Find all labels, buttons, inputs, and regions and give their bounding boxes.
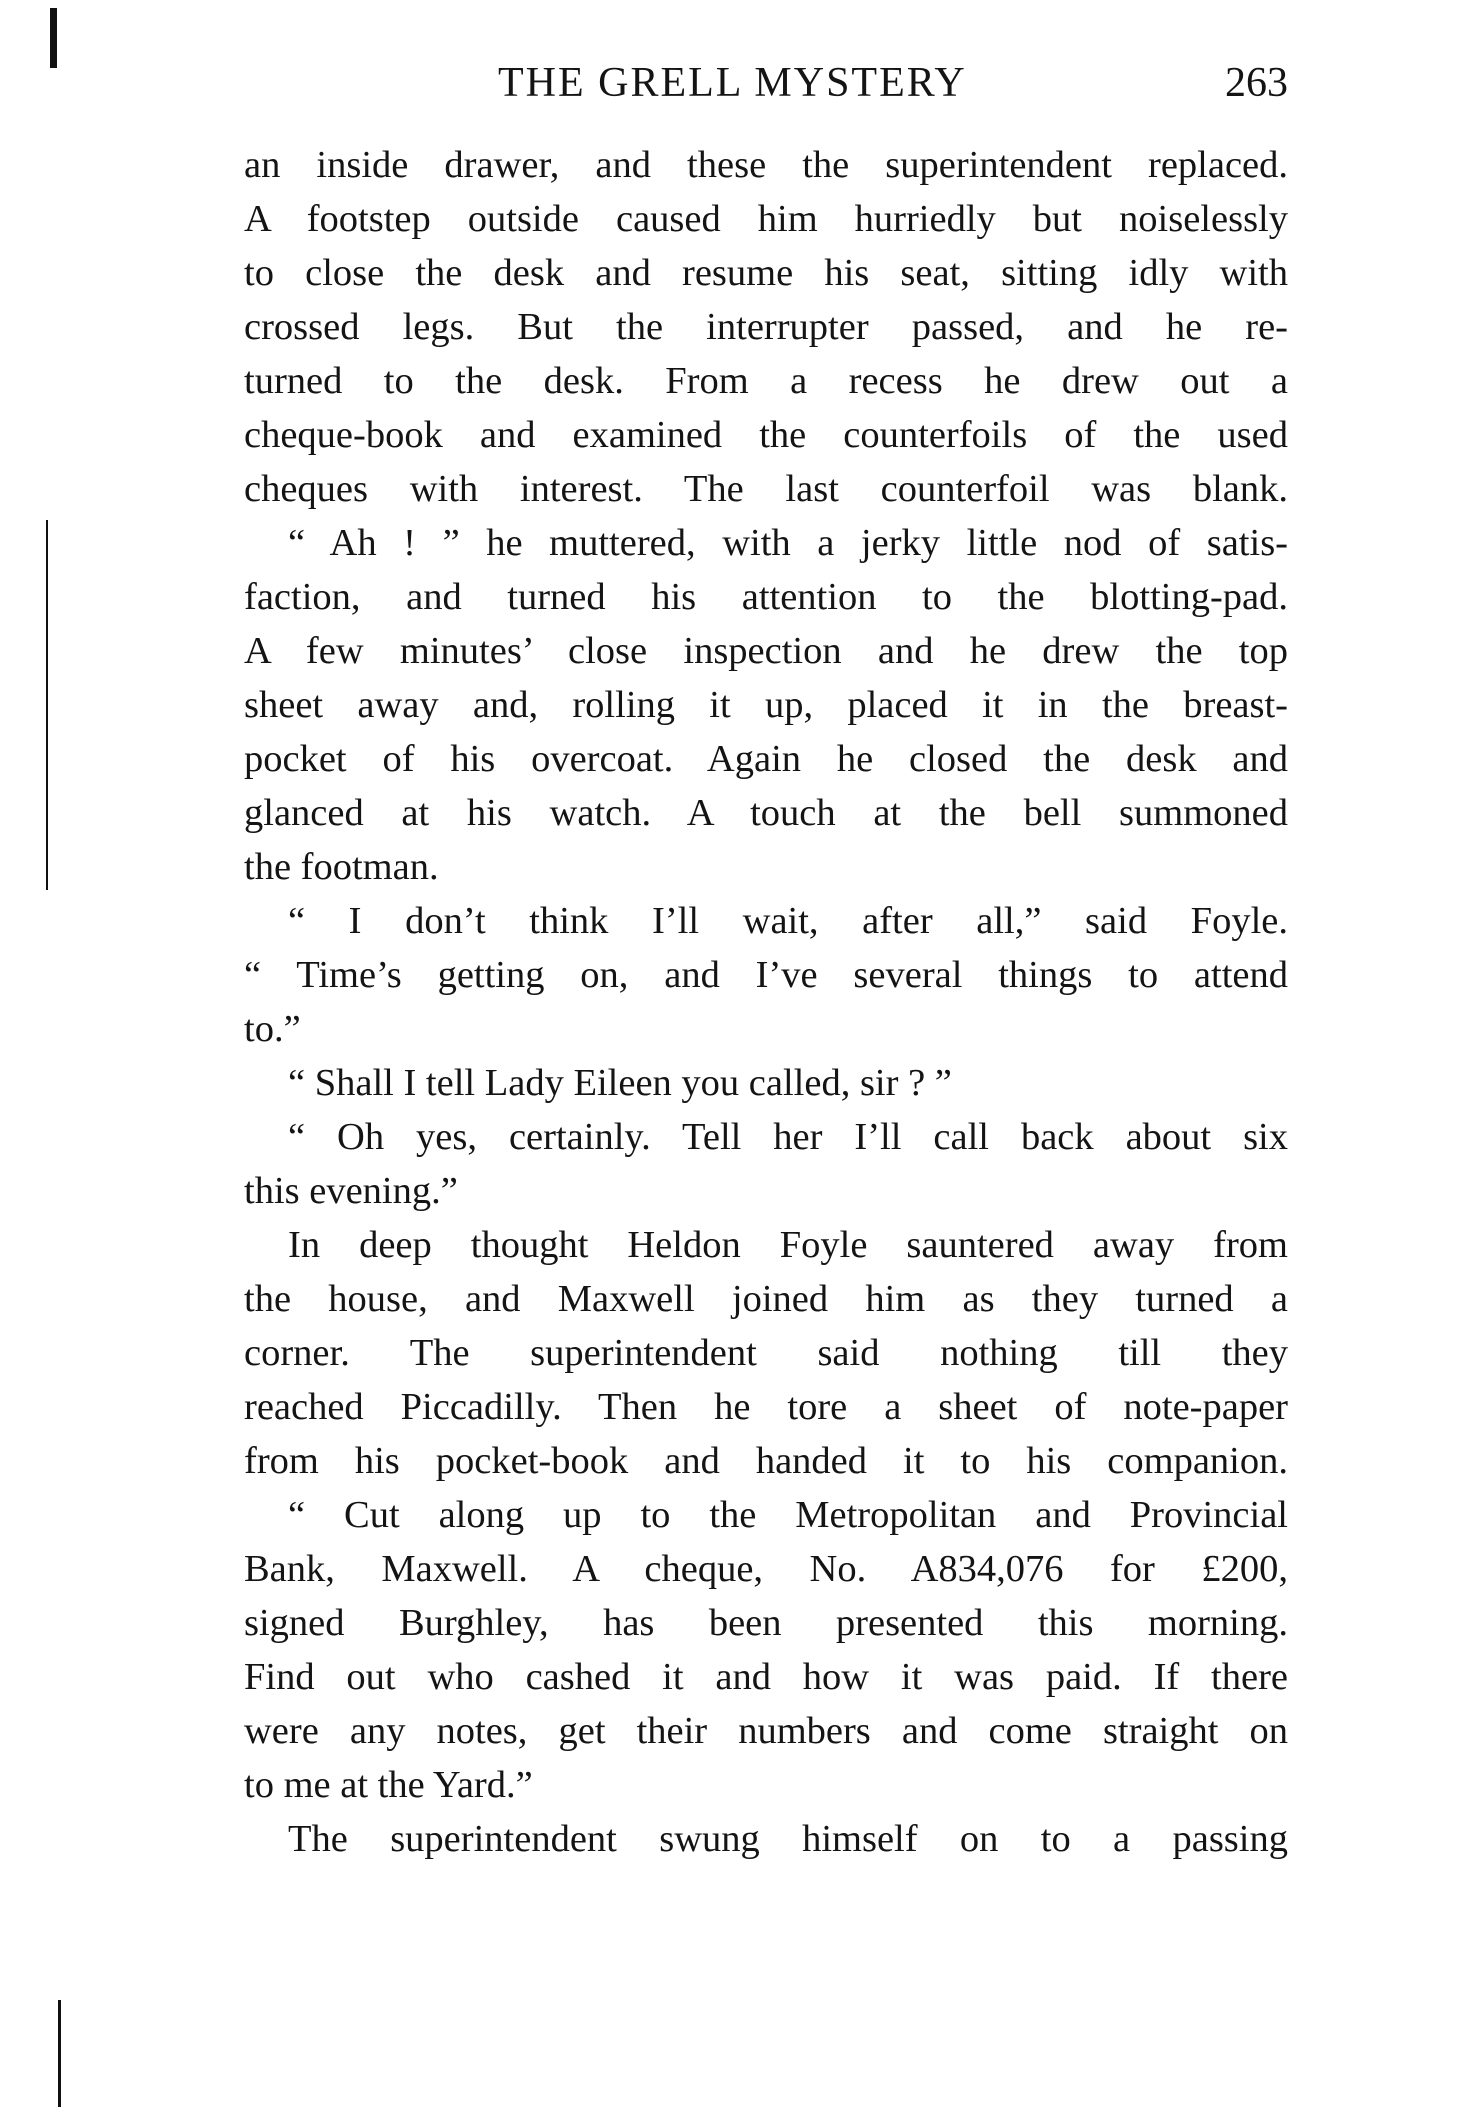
text-line: from his pocket-book and handed it to his companion.: [244, 1440, 1288, 1482]
text-line: reached Piccadilly. Then he tore a sheet of note-paper: [244, 1386, 1288, 1428]
text-line: “ Oh yes, certainly. Tell her I’ll call back about six: [288, 1116, 1288, 1158]
binding-edge-line-lower: [58, 2000, 61, 2107]
text-line: “ Ah ! ” he muttered, with a jerky little nod of satis-: [288, 522, 1288, 564]
text-line: “ Shall I tell Lady Eileen you called, sir ? ”: [288, 1062, 952, 1104]
text-line: cheque-book and examined the counterfoils of the used: [244, 414, 1288, 456]
text-line: this evening.”: [244, 1170, 458, 1212]
text-line: “ I don’t think I’ll wait, after all,” said Foyle.: [288, 900, 1288, 942]
text-line: The superintendent swung himself on to a passing: [288, 1818, 1288, 1860]
text-line: “ Cut along up to the Metropolitan and Provincial: [288, 1494, 1288, 1536]
text-line: cheques with interest. The last counterfoil was blank.: [244, 468, 1288, 510]
text-line: A few minutes’ close inspection and he drew the top: [244, 630, 1288, 672]
text-line: the house, and Maxwell joined him as they turned a: [244, 1278, 1288, 1320]
text-line: signed Burghley, has been presented this morning.: [244, 1602, 1288, 1644]
text-line: sheet away and, rolling it up, placed it in the breast-: [244, 684, 1288, 726]
text-line: Bank, Maxwell. A cheque, No. A834,076 for £200,: [244, 1548, 1288, 1590]
text-line: crossed legs. But the interrupter passed, and he re-: [244, 306, 1288, 348]
page-number: 263: [1225, 60, 1288, 106]
text-line: to.”: [244, 1008, 301, 1050]
text-line: the footman.: [244, 846, 439, 888]
text-body: [244, 138, 1288, 1866]
binding-edge-line-upper: [46, 520, 48, 890]
running-title: THE GRELL MYSTERY: [498, 60, 967, 106]
running-head: [244, 56, 1288, 110]
text-line: an inside drawer, and these the superintendent replaced.: [244, 144, 1288, 186]
text-line: to close the desk and resume his seat, sitting idly with: [244, 252, 1288, 294]
text-line: glanced at his watch. A touch at the bell summoned: [244, 792, 1288, 834]
text-line: to me at the Yard.”: [244, 1764, 533, 1806]
text-line: A footstep outside caused him hurriedly but noiselessly: [244, 198, 1288, 240]
text-line: faction, and turned his attention to the blotting-pad.: [244, 576, 1288, 618]
text-line: were any notes, get their numbers and come straight on: [244, 1710, 1288, 1752]
text-line: pocket of his overcoat. Again he closed the desk and: [244, 738, 1288, 780]
text-line: In deep thought Heldon Foyle sauntered away from: [288, 1224, 1288, 1266]
text-line: corner. The superintendent said nothing till they: [244, 1332, 1288, 1374]
text-line: “ Time’s getting on, and I’ve several things to attend: [244, 954, 1288, 996]
text-line: turned to the desk. From a recess he drew out a: [244, 360, 1288, 402]
binding-edge-mark-top: [50, 8, 57, 68]
text-line: Find out who cashed it and how it was paid. If there: [244, 1656, 1288, 1698]
